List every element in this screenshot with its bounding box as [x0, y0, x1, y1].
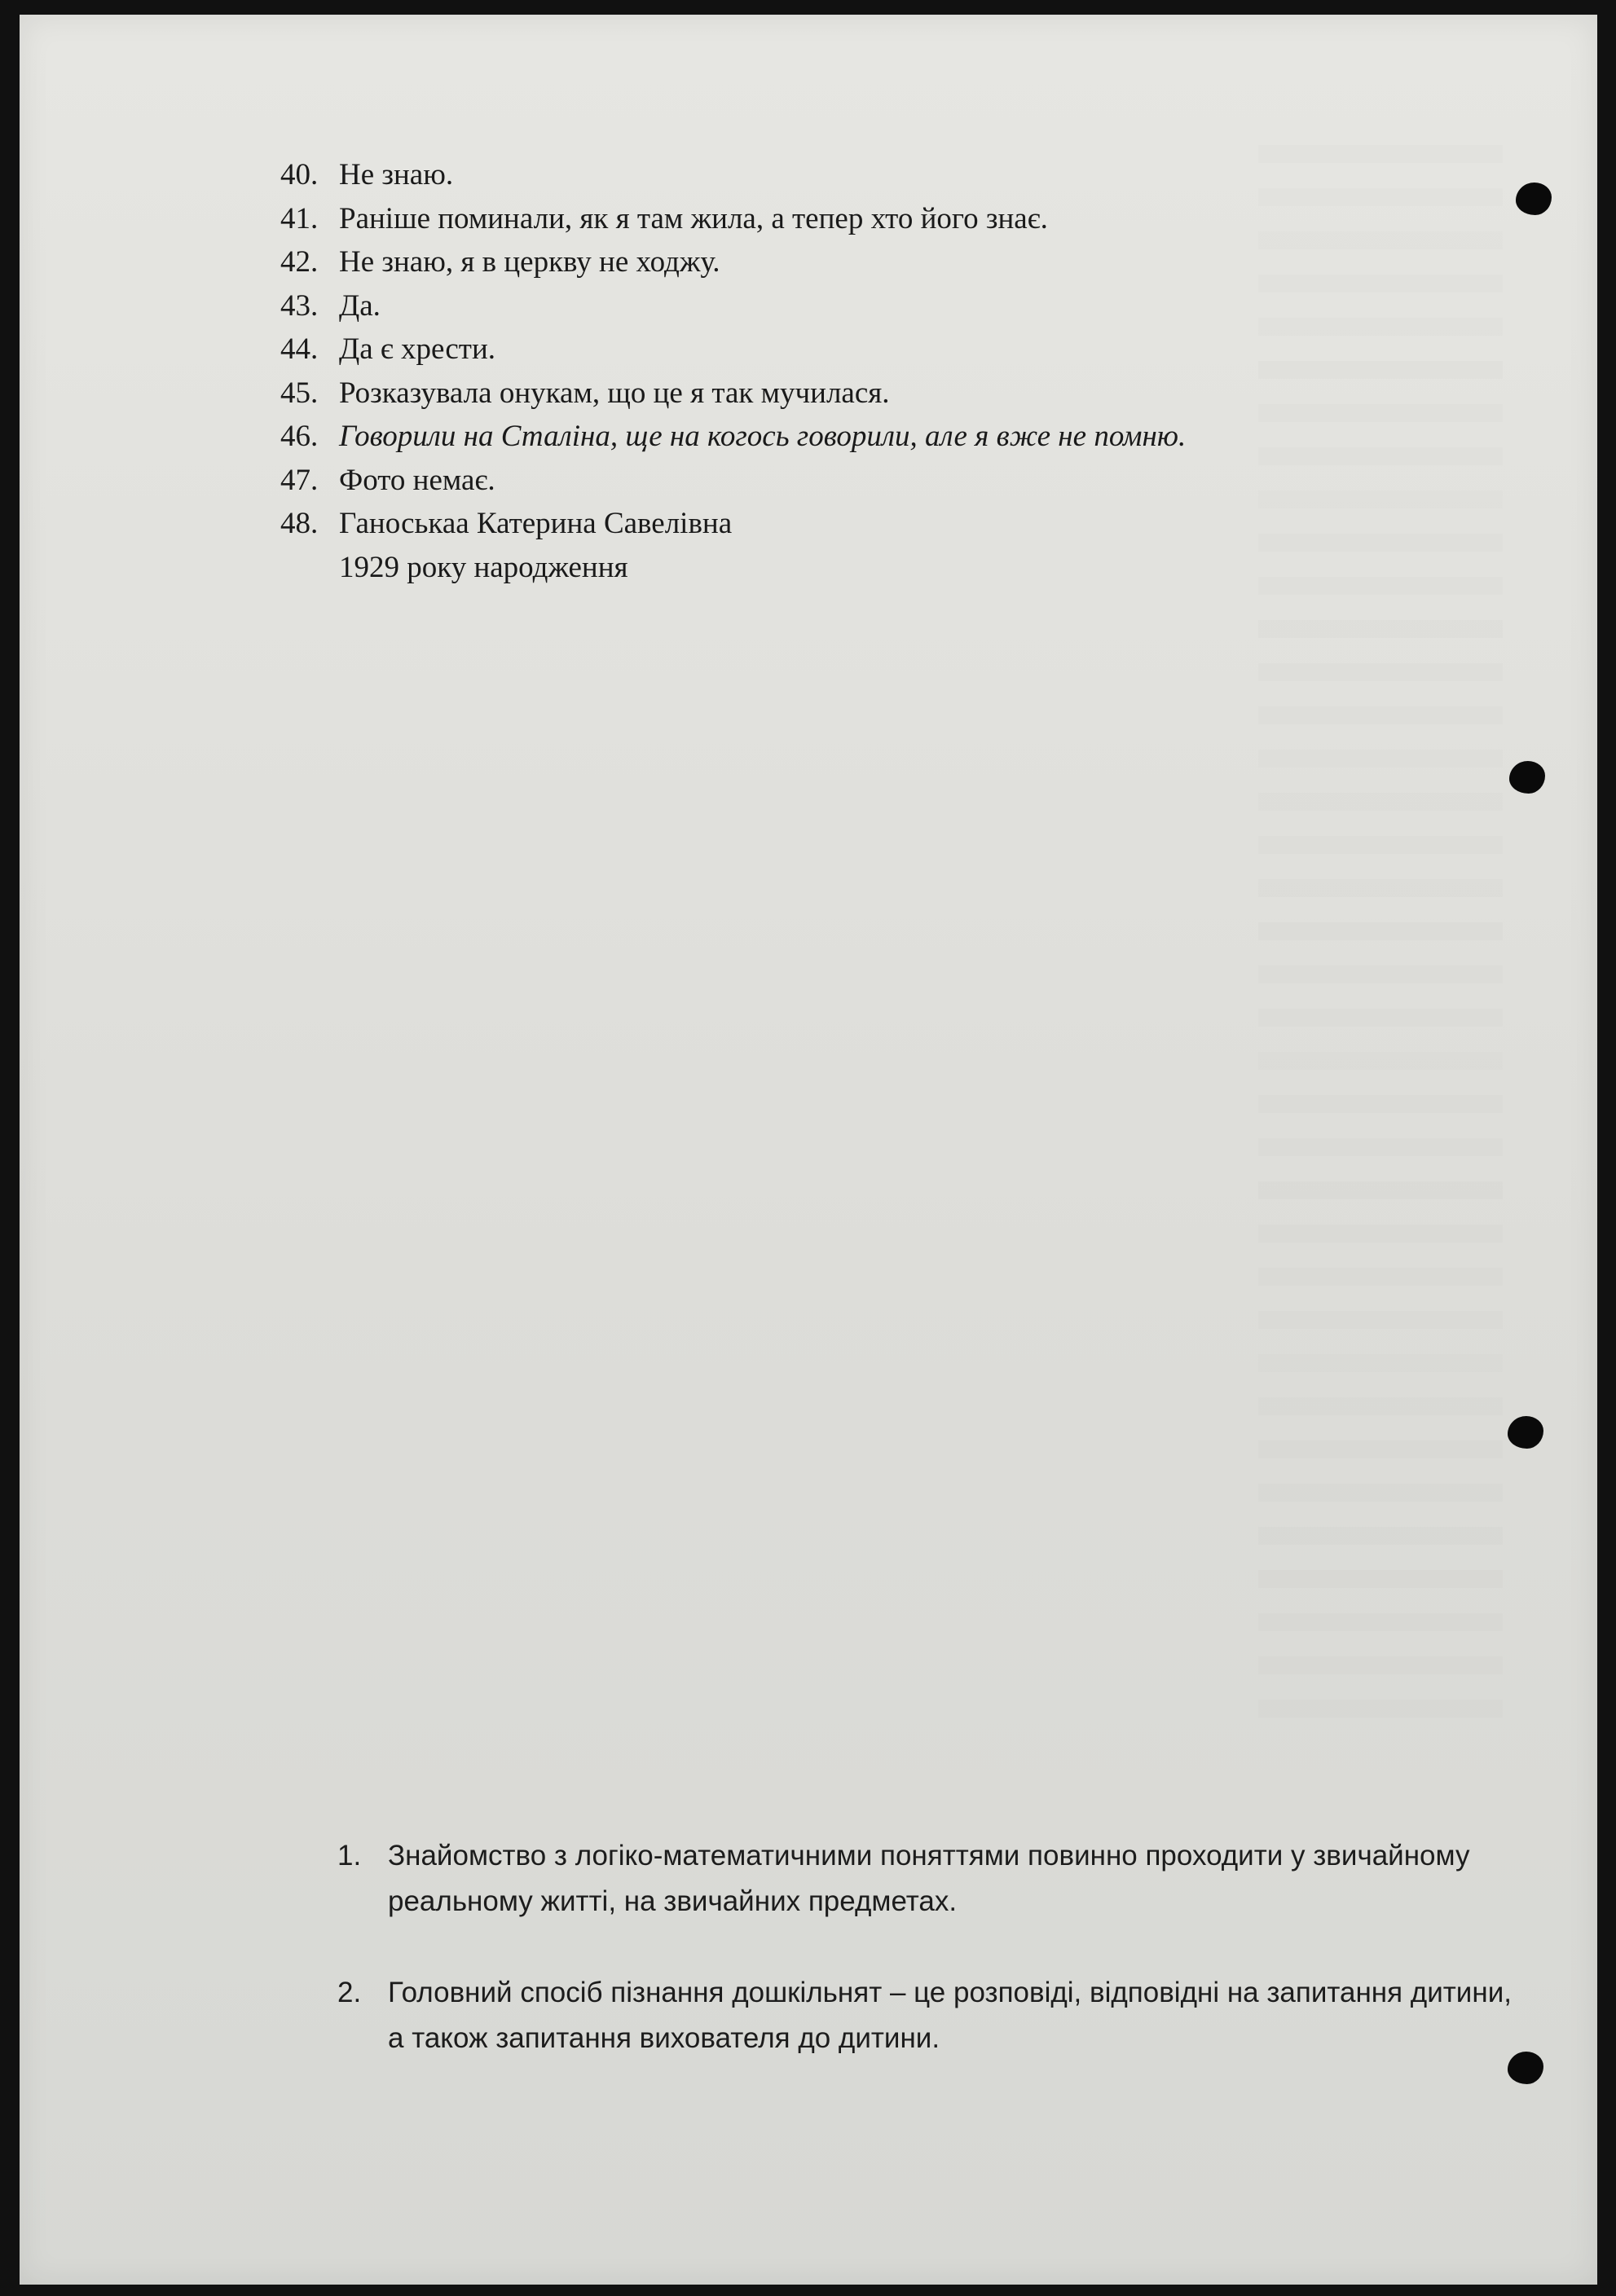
answer-number: 43. — [280, 288, 319, 323]
punch-hole-icon — [1508, 2052, 1543, 2084]
thesis-text: Головний спосіб пізнання дошкільнят – це розповіді, відповідні на запитання дитини, а також запитання вихователя до дитини. — [388, 1977, 1512, 2054]
answer-item — [280, 415, 1462, 459]
answer-item — [280, 197, 1462, 241]
answer-text: Говорили на Сталіна, ще на когось говорили, але я вже не помню. — [339, 420, 1187, 453]
punch-hole-icon — [1509, 761, 1545, 794]
answer-text: Да. — [339, 288, 381, 323]
answer-item — [280, 459, 1462, 503]
respondent-name: Ганоськаа Катерина Савелівна — [339, 507, 733, 540]
document-page — [20, 15, 1597, 2285]
answer-text: Не знаю. — [339, 158, 454, 191]
theses-list — [337, 1833, 1527, 2107]
answer-number: 41. — [280, 201, 319, 235]
answer-number: 40. — [280, 158, 319, 191]
answer-text: Раніше поминали, як я там жила, а тепер хто його знає. — [339, 201, 1048, 235]
thesis-item — [337, 1970, 1527, 2061]
answer-item — [280, 284, 1462, 328]
thesis-number: 2. — [337, 1977, 362, 2008]
answer-text: Розказувала онукам, що це я так мучилася. — [339, 376, 890, 410]
answer-item — [280, 153, 1462, 197]
answer-number: 47. — [280, 463, 319, 497]
answer-item — [280, 240, 1462, 284]
answer-text: Фото немає. — [339, 463, 495, 497]
answer-text: Да є хрести. — [339, 332, 496, 366]
punch-hole-icon — [1516, 183, 1552, 215]
answer-item — [280, 328, 1462, 372]
answer-number: 48. — [280, 507, 319, 540]
punch-hole-icon — [1508, 1416, 1543, 1449]
thesis-text: Знайомство з логіко-математичними поняттями повинно проходити у звичайному реальному житті, на звичайних предметах. — [388, 1840, 1470, 1917]
answer-number: 45. — [280, 376, 319, 410]
answer-number: 44. — [280, 332, 319, 366]
answers-list — [280, 153, 1462, 589]
answer-item — [280, 372, 1462, 416]
answer-number: 42. — [280, 245, 319, 279]
answer-text: Не знаю, я в церкву не ходжу. — [339, 245, 720, 279]
thesis-number: 1. — [337, 1840, 362, 1872]
answer-item — [280, 502, 1462, 546]
answer-number: 46. — [280, 420, 319, 453]
birth-year-line: 1929 року народження — [339, 550, 628, 584]
thesis-item — [337, 1833, 1527, 1924]
